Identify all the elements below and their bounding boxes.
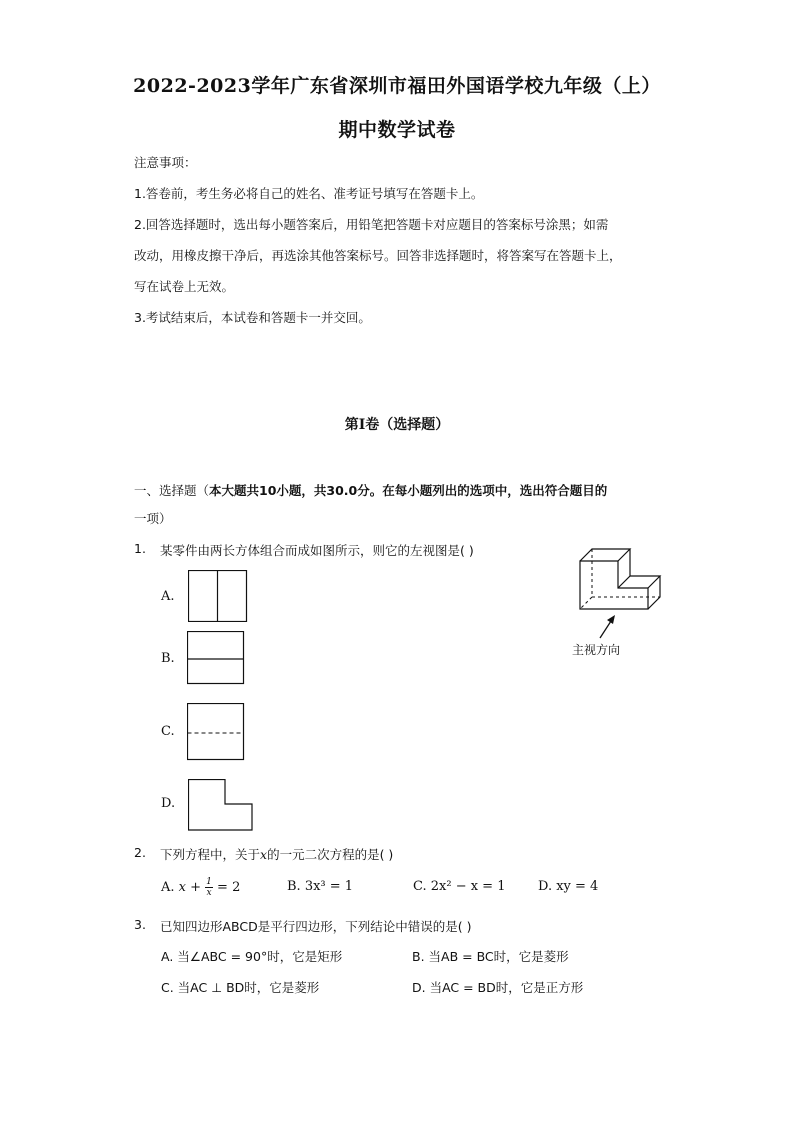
q1-text: 某零件由两长方体组合而成如图所示，则它的左视图是( ) — [160, 543, 474, 558]
part-heading-line2: 一项） — [134, 511, 172, 526]
fraction-denominator: x — [206, 888, 212, 898]
q3-option-a: A. 当∠ABC = 90°时，它是矩形 — [161, 949, 343, 964]
q3-option-d: D. 当AC = BD时，它是正方形 — [412, 980, 584, 995]
notes-line-4: 写在试卷上无效。 — [134, 279, 235, 294]
q2-option-a-label: A. — [161, 880, 175, 895]
part-heading-bold: 本大题共10小题，共30.0分。在每小题列出的选项中，选出符合题目的 — [209, 483, 608, 498]
q1-option-d-label: D. — [161, 796, 176, 811]
q1-option-b-figure — [187, 631, 245, 685]
q2-var: x — [260, 847, 268, 862]
fraction-numerator: 1 — [206, 877, 212, 887]
q3-option-c: C. 当AC ⊥ BD时，它是菱形 — [161, 980, 320, 995]
page-title-line2: 期中数学试卷 — [338, 119, 456, 141]
q1-number: 1. — [134, 541, 146, 556]
section-title: 第Ⅰ卷（选择题） — [344, 417, 450, 433]
q1-option-a-figure — [188, 570, 248, 622]
q2-option-a-fraction — [205, 877, 213, 898]
q2-text-a: 下列方程中，关于 — [160, 847, 261, 862]
notes-line-5: 3.考试结束后，本试卷和答题卡一并交回。 — [134, 310, 371, 325]
q2-text — [160, 845, 393, 863]
q2-option-d: D. xy = 4 — [538, 879, 599, 894]
q1-option-a-label: A. — [161, 589, 175, 604]
q1-3d-part-figure — [574, 543, 666, 625]
q2-option-c: C. 2x² − x = 1 — [413, 879, 506, 894]
q2-option-a — [161, 877, 240, 898]
q1-option-b-label: B. — [161, 651, 175, 666]
notes-line-1: 1.答卷前，考生务必将自己的姓名、准考证号填写在答题卡上。 — [134, 186, 484, 201]
q2-option-a-post: = 2 — [217, 880, 241, 895]
part-heading-prefix: 一、选择题（ — [134, 483, 210, 498]
page-title-line1: 2022-2023学年广东省深圳市福田外国语学校九年级（上） — [133, 75, 661, 97]
q3-number: 3. — [134, 917, 146, 932]
part-heading — [134, 481, 607, 499]
q2-option-b: B. 3x³ = 1 — [287, 879, 354, 894]
q3-text: 已知四边形ABCD是平行四边形，下列结论中错误的是( ) — [160, 919, 472, 934]
notes-heading: 注意事项： — [134, 155, 197, 170]
q2-option-a-pre: x + — [178, 880, 202, 895]
q3-option-b: B. 当AB = BC时，它是菱形 — [412, 949, 569, 964]
q1-option-d-figure — [188, 779, 254, 831]
q1-option-c-figure — [187, 703, 245, 761]
q1-figure-caption: 主视方向 — [572, 643, 621, 657]
notes-line-3: 改动，用橡皮擦干净后，再选涂其他答案标号。回答非选择题时，将答案写在答题卡上， — [134, 248, 622, 263]
q2-number: 2. — [134, 845, 146, 860]
q2-text-b: 的一元二次方程的是( ) — [267, 847, 394, 862]
notes-line-2: 2.回答选择题时，选出每小题答案后，用铅笔把答题卡对应题目的答案标号涂黑；如需 — [134, 217, 609, 232]
q1-option-c-label: C. — [161, 724, 175, 739]
view-direction-arrow-icon — [596, 613, 620, 641]
